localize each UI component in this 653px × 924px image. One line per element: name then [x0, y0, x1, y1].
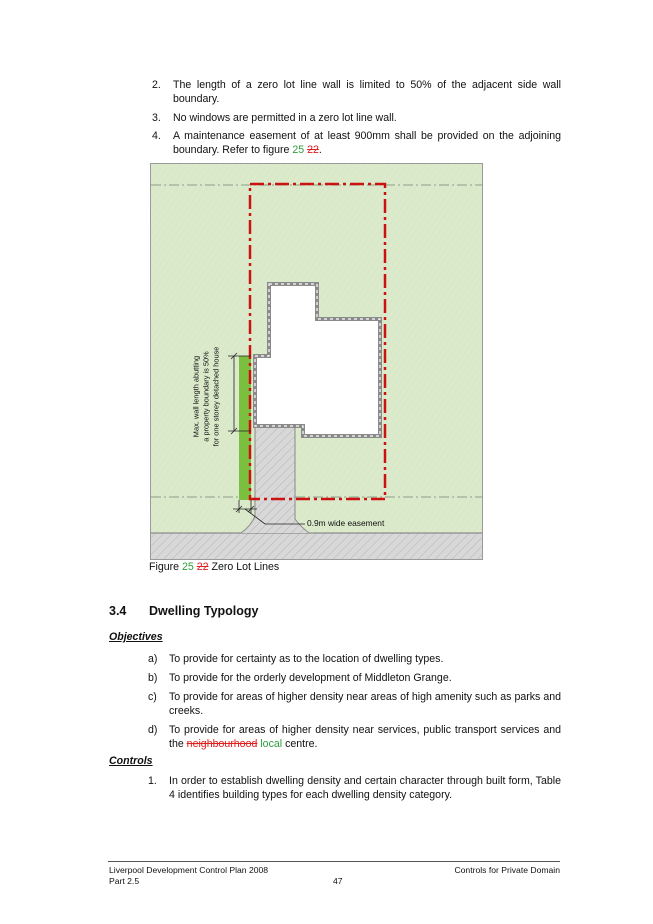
zero-lot-line-figure	[150, 163, 483, 560]
footer-document-title: Liverpool Development Control Plan 2008	[109, 865, 269, 875]
page-number: 47	[333, 876, 343, 886]
inserted-text: local	[260, 738, 283, 750]
section-title: Dwelling Typology	[149, 604, 259, 618]
objectives-heading: Objectives	[109, 631, 163, 643]
objective-label: b)	[148, 672, 158, 684]
list-item-text: A maintenance easement of at least 900mm shall be provided on the adjoining boundary. Refer to figure 25 22.	[173, 130, 561, 156]
list-item-number: 3.	[152, 112, 161, 124]
objective-label: d)	[148, 724, 158, 736]
objective-text: To provide for the orderly development of Middleton Grange.	[169, 672, 452, 684]
inserted-text: 25	[181, 561, 194, 573]
footer-section-title: Controls for Private Domain	[454, 865, 560, 875]
section-number: 3.4	[109, 604, 127, 618]
footer-part: Part 2.5	[109, 876, 140, 886]
list-item-number: 2.	[152, 79, 161, 91]
footer-rule	[108, 861, 560, 862]
objective-text: To provide for areas of higher density near services, public transport services and the neighbourhood local centre.	[169, 724, 561, 750]
easement-label: 0.9m wide easement	[307, 518, 385, 528]
deleted-text: 22	[307, 144, 319, 156]
inserted-text: 25	[292, 144, 305, 156]
deleted-text: neighbourhood	[186, 738, 258, 750]
list-item-text: No windows are permitted in a zero lot line wall.	[173, 112, 397, 124]
objective-text: To provide for areas of higher density near areas of high amenity such as parks and creeks.	[169, 691, 561, 717]
objective-label: c)	[148, 691, 157, 703]
list-item-text: The length of a zero lot line wall is limited to 50% of the adjacent side wall boundary.	[173, 79, 561, 105]
list-item-number: 4.	[152, 130, 161, 142]
objective-text: To provide for certainty as to the location of dwelling types.	[169, 653, 444, 665]
control-text: In order to establish dwelling density and certain character through built form, Table 4 identifies building types for each dwelling density category.	[169, 775, 561, 801]
deleted-text: 22	[196, 561, 209, 573]
objective-label: a)	[148, 653, 158, 665]
controls-heading: Controls	[109, 755, 153, 767]
wall-length-label: Max. wall length abutting a property boundary is 50% for one storey detached house	[191, 346, 221, 447]
figure-caption: Figure 25 22 Zero Lot Lines	[149, 561, 280, 573]
control-number: 1.	[148, 775, 157, 787]
